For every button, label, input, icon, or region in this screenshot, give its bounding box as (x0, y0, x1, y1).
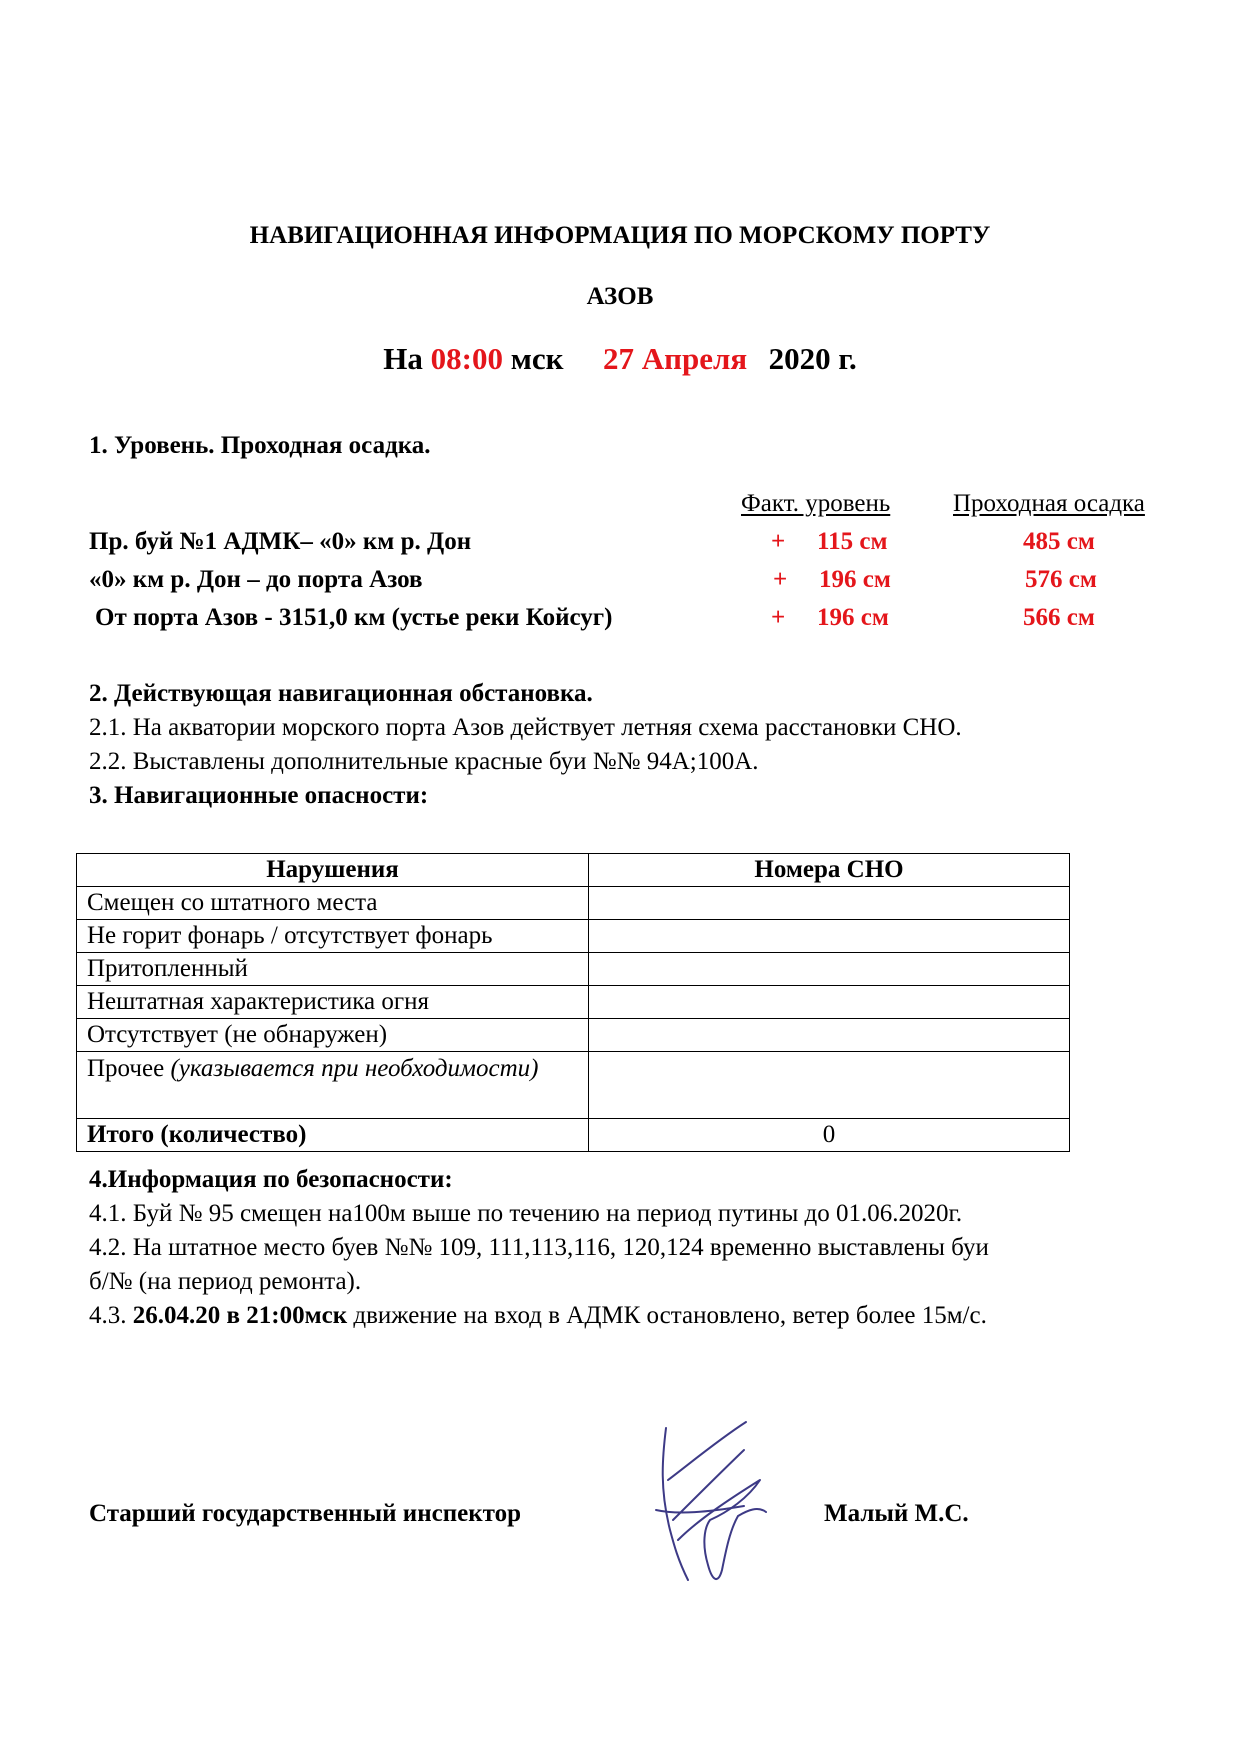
table-header-violations: Нарушения (77, 854, 589, 887)
table-row-other (77, 1052, 1070, 1119)
violation-label: Отсутствует (не обнаружен) (77, 1019, 589, 1052)
safety-item (89, 1302, 987, 1330)
violation-label: Не горит фонарь / отсутствует фонарь (77, 920, 589, 953)
level-row-sign: + (771, 528, 786, 555)
sno-value (589, 986, 1070, 1019)
hazards-table (76, 853, 1070, 1152)
violation-label: Смещен со штатного места (77, 887, 589, 920)
section1-heading: 1. Уровень. Проходная осадка. (89, 432, 431, 459)
safety-item-cont: б/№ (на период ремонта). (89, 1268, 362, 1295)
section2-heading: 2. Действующая навигационная обстановка. (89, 680, 593, 707)
document-title: НАВИГАЦИОННАЯ ИНФОРМАЦИЯ ПО МОРСКОМУ ПОРТУ (249, 222, 991, 249)
section4-heading: 4.Информация по безопасности: (89, 1166, 453, 1193)
sno-value (589, 1019, 1070, 1052)
level-row-sign: + (773, 566, 788, 593)
section3-heading: 3. Навигационные опасности: (89, 782, 429, 809)
table-row (77, 986, 1070, 1019)
violation-label-other (77, 1052, 589, 1119)
safety-item3-prefix: 4.3. (89, 1302, 127, 1329)
inspector-position: Старший государственный инспектор (89, 1500, 521, 1527)
sno-value (589, 953, 1070, 986)
table-row (77, 1019, 1070, 1052)
violation-label: Притопленный (77, 953, 589, 986)
level-row-draft: 566 см (1023, 604, 1095, 631)
port-name: АЗОВ (586, 283, 654, 310)
table-header-sno-numbers: Номера СНО (589, 854, 1070, 887)
level-row-name: От порта Азов - 3151,0 км (устье реки Койсуг) (95, 604, 613, 631)
report-datetime (0, 341, 1240, 377)
sno-value (589, 920, 1070, 953)
table-row (77, 920, 1070, 953)
report-year: 2020 г. (768, 341, 857, 376)
time-suffix: мск (510, 341, 564, 376)
table-header-row (77, 854, 1070, 887)
signature-image (648, 1420, 778, 1590)
nav-item: 2.1. На акватории морского порта Азов действует летняя схема расстановки СНО. (89, 714, 962, 741)
total-label: Итого (количество) (77, 1119, 589, 1152)
inspector-name: Малый М.С. (824, 1500, 969, 1527)
sno-value (589, 1052, 1070, 1119)
col-pass-draft: Проходная осадка (953, 490, 1145, 517)
report-time: 08:00 (430, 341, 503, 376)
safety-item3-text: движение на вход в АДМК остановлено, ветер более 15м/с. (353, 1302, 987, 1329)
safety-item: 4.2. На штатное место буев №№ 109, 111,113,116, 120,124 временно выставлены буи (89, 1234, 989, 1261)
level-row-name: Пр. буй №1 АДМК– «0» км р. Дон (89, 528, 472, 555)
safety-item: 4.1. Буй № 95 смещен на100м выше по течению на период путины до 01.06.2020г. (89, 1200, 963, 1227)
safety-item3-datetime: 26.04.20 в 21:00мск (132, 1302, 348, 1329)
date-prefix: На (383, 341, 423, 376)
nav-item: 2.2. Выставлены дополнительные красные буи №№ 94А;100А. (89, 748, 759, 775)
total-value: 0 (589, 1119, 1070, 1152)
col-fact-level: Факт. уровень (741, 490, 891, 517)
level-row-sign: + (771, 604, 786, 631)
table-row-total (77, 1119, 1070, 1152)
table-row (77, 953, 1070, 986)
violation-label: Нештатная характеристика огня (77, 986, 589, 1019)
sno-value (589, 887, 1070, 920)
other-label: Прочее (87, 1055, 165, 1082)
report-date: 27 Апреля (602, 341, 748, 376)
level-row-name: «0» км р. Дон – до порта Азов (89, 566, 423, 593)
level-row-level: 196 см (817, 604, 889, 631)
level-row-level: 115 см (817, 528, 888, 555)
other-note: (указывается при необходимости) (170, 1055, 539, 1082)
level-row-draft: 485 см (1023, 528, 1095, 555)
level-row-level: 196 см (819, 566, 891, 593)
table-row (77, 887, 1070, 920)
level-row-draft: 576 см (1025, 566, 1097, 593)
